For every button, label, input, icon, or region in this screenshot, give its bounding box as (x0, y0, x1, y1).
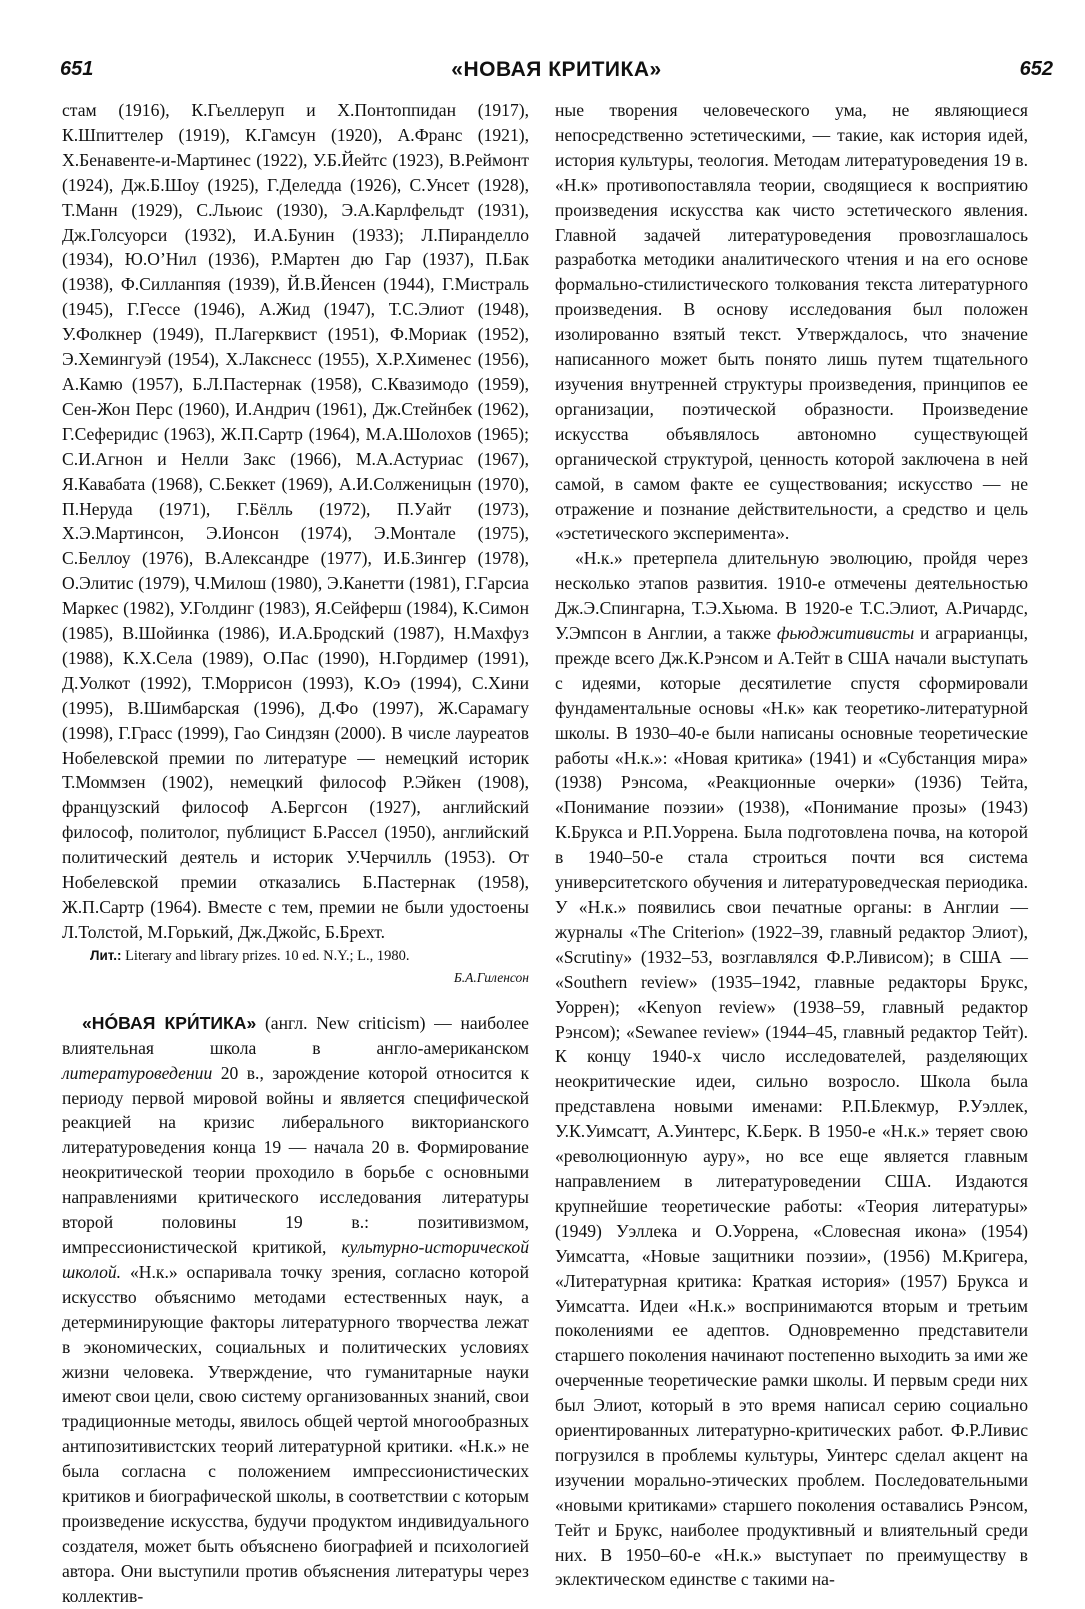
literature-label: Лит.: (90, 947, 122, 963)
article-paragraph-continued: ные творения человеческого ума, не являющиеся непосредственно эстетическими, — такие, как история идей, история культуры, теология. Методам литературоведения 19 в. «Н.к» противопоставляла теории, сводящиеся к восприятию произведения искусства как чисто эстетического явления. Главной задачей литературоведения провозглашалось разработка методики аналитического чтения и на его основе формально-стилистического толкования текста литературного произведения. В основу исследования был положен изолированно взятый текст. Утверждалось, что значение написанного может быть понято лишь путем тщательного изучения внутренней структуры произведения, принципов ее организации, поэтической образности. Произведение искусства объявлялось автономно существующей органической структурой, ценность которой заключена в ней самой, в самом факте ее существования; искусство — не отражение и познание действительности, а средство и цель «эстетического эксперимента». (555, 100, 1028, 544)
running-title: «НОВАЯ КРИТИКА» (451, 58, 662, 81)
evolution-text-1: «Н.к.» претерпела длительную эволюцию, пройдя через несколько этапов развития. 1910-е отмечены деятельностью Дж.Э.Спингарна, Т.Э.Хьюма. В 1920-е Т.С.Элиот, А.Ричардс, У.Эмпсон в Англии, а также (555, 548, 1028, 644)
article-paragraph-evolution (555, 546, 1028, 1592)
link-fugitives[interactable]: фьюджитивисты (776, 623, 915, 644)
left-column (62, 98, 529, 1609)
link-literaturovedenie[interactable]: литературоведении (62, 1062, 213, 1083)
article-intro-paragraph (62, 1011, 529, 1609)
article-text-2: 20 в., зарождение которой относится к периоду первой мировой войны и является специфической реакцией на кризис либерального викторианского литературоведения конца 19 — начала 20 в. Формирование неокритической теории проходило в борьбе с основными направлениями критического исследования литературы второй половины 19 в.: позитивизмом, импрессионистической критикой, (62, 1062, 529, 1257)
right-column (555, 98, 1028, 1592)
page-number-left: 651 (60, 58, 94, 80)
article-text-1: (англ. New criticism) — наиболее влиятельная школа в англо-американском (62, 1012, 529, 1058)
literature-text: Literary and library prizes. 10 ed. N.Y.; L., 1980. (121, 947, 410, 964)
laureates-paragraph: стам (1916), К.Гьеллеруп и Х.Понтоппидан (1917), К.Шпиттелер (1919), К.Гамсун (1920), А.Франс (1921), Х.Бенавенте-и-Мартинес (1922), У.Б.Йейтс (1923), В.Реймонт (1924), Дж.Б.Шоу (1925), Г.Деледда (1926), С.Унсет (1928), Т.Манн (1929), С.Льюис (1930), Э.А.Карлфельдт (1931), Дж.Голсуорси (1932), И.А.Бунин (1933); Л.Пиранделло (1934), Ю.О’Нил (1936), Р.Мартен дю Гар (1937), П.Бак (1938), Ф.Силланпяя (1939), Й.В.Йенсен (1944), Г.Мистраль (1945), Г.Гессе (1946), А.Жид (1947), Т.С.Элиот (1948), У.Фолкнер (1949), П.Лагерквист (1951), Ф.Мориак (1952), Э.Хемингуэй (1954), Х.Лакснесс (1955), Х.Р.Хименес (1956), А.Камю (1957), Б.Л.Пастернак (1958), С.Квазимодо (1959), Сен-Жон Перс (1960), И.Андрич (1961), Дж.Стейнбек (1962), Г.Сеферидис (1963), Ж.П.Сартр (1964), М.А.Шолохов (1965); С.И.Агнон и Нелли Закс (1966), М.А.Астуриас (1967), Я.Кавабата (1968), С.Беккет (1969), А.И.Солженицын (1970), П.Неруда (1971), Г.Бёлль (1972), П.Уайт (1973), Х.Э.Мартинсон, Э.Ионсон (1974), Э.Монтале (1975), С.Беллоу (1976), В.Александре (1977), И.Б.Зингер (1978), О.Элитис (1979), Ч.Милош (1980), Э.Канетти (1981), Г.Гарсиа Маркес (1982), У.Голдинг (1983), Я.Сейферш (1984), К.Симон (1985), В.Шойинка (1986), И.А.Бродский (1987), Н.Махфуз (1988), К.Х.Села (1989), О.Пас (1990), Н.Гордимер (1991), Д.Уолкот (1992), Т.Моррисон (1993), К.Оэ (1994), С.Хини (1995), В.Шимбарская (1996), Д.Фо (1997), Ж.Сарамагу (1998), Г.Грасс (1999), Гао Синдзян (2000). В числе лауреатов Нобелевской премии по литературе — немецкий историк Т.Моммзен (1902), немецкий философ Р.Эйкен (1908), французский философ А.Бергсон (1927), английский философ, политолог, публицист Б.Рассел (1950), английский политический деятель и историк У.Черчилль (1953). От Нобелевской премии отказались Б.Пастернак (1958), Ж.П.Сартр (1964). Вместе с тем, премии не были удостоены Л.Толстой, М.Горький, Дж.Джойс, Б.Брехт. (62, 100, 529, 942)
article-author: Б.А.Гиленсон (453, 969, 529, 985)
evolution-text-2: и аграрианцы, прежде всего Дж.К.Рэнсом и А.Тейт в США начали выступать с идеями, которые десятилетие спустя сформировали фундаментальные основы «Н.к» как теоретико-литературной школы. В 1930–40-е были написаны основные теоретические работы «Н.к.»: «Новая критика» (1941) и «Субстанция мира» (1938) Рэнсома, «Реакционные очерки» (1936) Тейта, «Понимание поэзии» (1938), «Понимание прозы» (1943) К.Брукса и Р.П.Уоррена. Была подготовлена почва, на которой в 1940–50-е стала строиться почти вся система университетского обучения и литературоведческая периодика. У «Н.к.» появились свои печатные органы: в Англии — журналы «The Criterion» (1922–39, главный редактор Элиот), «Scrutiny» (1932–53, возглавлялся Ф.Р.Ливисом); в США — «Southern review» (1935–1942, главные редакторы Брукс, Уоррен); «Kenyon review» (1938–59, главный редактор Рэнсом); «Sewanee review» (1944–45, главный редактор Тейт). К концу 1940-х число исследователей, разделяющих неокритические идеи, сильно возросло. Школа была представлена новыми именами: Р.П.Блекмур, Р.Уэллек, У.К.Уимсатт, А.Уинтерс, К.Берк. В 1950-е «Н.к.» теряет свою «революционную ауру», но все еще является главным направлением в литературоведении США. Издаются крупнейшие теоретические работы: «Теория литературы» (1949) Уэллека и О.Уоррена, «Словесная икона» (1954) Уимсатта, «Новые защитники поэзии», (1956) М.Кригера, «Литературная критика: Краткая история» (1957) Брукса и Уимсатта. Идеи «Н.к.» воспринимаются вторым и третьим поколениями ее адептов. Одновременно представители старшего поколения начинают постепенно выходить за ими же очерченные теоретические рамки школы. И первым среди них был Элиот, который в это время написал серию социально ориентированных литературно-критических работ. Ф.Р.Ливис погрузился в проблемы культуры, Уинтерс сделал акцент на изучении морально-этических проблем. Последовательными «новыми критиками» старшего поколения оставались Рэнсом, Тейт и Брукс, наиболее продуктивный и влиятельный среди них. В 1950–60-е «Н.к.» выступает по преимуществу в эклектическом единстве с такими на- (555, 623, 1028, 1590)
link-cultural-historical-school[interactable]: культурно-исторической школой. (62, 1236, 529, 1282)
article-headword: «НÓВАЯ КРИ́ТИКА» (82, 1012, 257, 1033)
page-header (60, 58, 1053, 92)
article-text-3: «Н.к.» оспаривала точку зрения, согласно которой искусство объяснимо методами естественных наук, а детерминирующие факторы литературного творчества лежат в экономических, социальных и политических условиях жизни человека. Утверждение, что гуманитарные науки имеют свои цели, свою систему организованных знаний, свои традиционные методы, явилось общей чертой многообразных антипозитивистских теорий литературной критики. «Н.к.» не была согласна с положением импрессионистических критиков и биографической школы, в соответствии с которым произведение искусства, будучи продуктом индивидуального создателя, может быть объяснено биографией и психологией автора. Они выступили против объяснения литературы через коллектив- (62, 1261, 529, 1606)
page-number-right: 652 (1019, 58, 1053, 80)
literature-reference (62, 945, 529, 967)
